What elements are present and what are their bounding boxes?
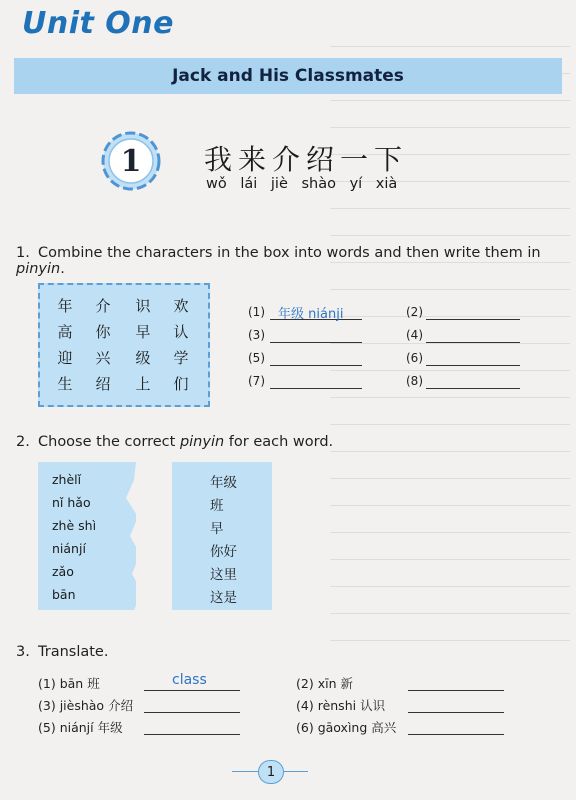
blank-label: (8) xyxy=(406,374,423,388)
question-number: 3. xyxy=(16,644,30,660)
character-cell: 生 xyxy=(57,375,73,393)
answer-line xyxy=(426,388,520,389)
answer-line xyxy=(270,342,362,343)
word-option[interactable]: 年级 xyxy=(210,475,237,491)
question-number: 2. xyxy=(16,434,30,450)
lesson-title-pinyin: wǒ lái jiè shào yí xià xyxy=(206,176,398,192)
page-number: 1 xyxy=(258,760,284,784)
question-1-heading xyxy=(16,245,576,277)
translate-item-5[interactable] xyxy=(38,718,123,736)
answer-handwritten: class xyxy=(172,672,207,688)
answer-line xyxy=(408,690,504,691)
blank-label: (1) xyxy=(248,305,265,319)
pinyin-option[interactable]: zǎo xyxy=(52,564,74,579)
translate-item-4[interactable] xyxy=(296,696,385,714)
question-text-italic: pinyin xyxy=(179,434,225,450)
item-pinyin: xīn xyxy=(317,676,337,691)
answer-blank-2[interactable] xyxy=(406,305,423,319)
character-cell: 早 xyxy=(135,323,151,341)
item-pinyin: niánjí xyxy=(59,720,94,735)
character-cell: 高 xyxy=(57,323,73,341)
translate-item-2[interactable] xyxy=(296,674,353,692)
answer-blank-5[interactable] xyxy=(248,351,265,365)
answer-line xyxy=(408,734,504,735)
answer-line xyxy=(408,712,504,713)
footer-divider xyxy=(282,771,308,772)
item-label: (2) xyxy=(296,676,314,691)
unit-title: Unit One xyxy=(22,6,174,41)
blank-label: (5) xyxy=(248,351,265,365)
question-text: Translate. xyxy=(38,644,109,660)
character-cell: 介 xyxy=(95,297,111,315)
item-label: (5) xyxy=(38,720,56,735)
question-text: Choose the correct xyxy=(38,434,180,450)
character-cell: 学 xyxy=(173,349,189,367)
question-2-heading xyxy=(16,434,333,450)
word-option[interactable]: 这是 xyxy=(210,590,237,606)
pinyin-option[interactable]: zhè shì xyxy=(52,518,97,533)
answer-line xyxy=(270,388,362,389)
pinyin-option[interactable]: zhèlǐ xyxy=(52,472,82,487)
item-chinese: 年级 xyxy=(97,720,123,735)
item-chinese: 班 xyxy=(87,676,100,691)
item-chinese: 新 xyxy=(340,676,353,691)
question-text-italic: pinyin xyxy=(16,261,61,277)
lesson-number-badge xyxy=(100,130,162,192)
answer-pinyin: niánji xyxy=(308,307,344,322)
character-cell: 识 xyxy=(135,297,151,315)
answer-line xyxy=(144,690,240,691)
answer-line xyxy=(144,734,240,735)
answer-line xyxy=(426,342,520,343)
answer-blank-8[interactable] xyxy=(406,374,423,388)
answer-line xyxy=(426,365,520,366)
blank-label: (3) xyxy=(248,328,265,342)
bleed-through-background xyxy=(330,20,570,700)
word-option[interactable]: 这里 xyxy=(210,567,237,583)
answer-blank-7[interactable] xyxy=(248,374,265,388)
item-chinese: 介绍 xyxy=(108,698,134,713)
blank-label: (7) xyxy=(248,374,265,388)
answer-line xyxy=(426,319,520,320)
translate-item-6[interactable] xyxy=(296,718,396,736)
answer-blank-1[interactable] xyxy=(248,305,344,322)
translate-item-3[interactable] xyxy=(38,696,133,714)
answer-blank-3[interactable] xyxy=(248,328,265,342)
word-option[interactable]: 你好 xyxy=(210,544,237,560)
question-3-heading xyxy=(16,644,108,660)
question-text: Combine the characters in the box into words and then write them in xyxy=(38,245,541,261)
translate-item-1[interactable] xyxy=(38,672,207,692)
item-label: (6) xyxy=(296,720,314,735)
item-label: (1) xyxy=(38,676,56,691)
answer-handwritten xyxy=(278,303,343,322)
blank-label: (2) xyxy=(406,305,423,319)
character-cell: 迎 xyxy=(57,349,73,367)
word-list xyxy=(172,462,272,610)
item-label: (4) xyxy=(296,698,314,713)
question-text-end: . xyxy=(60,261,65,277)
item-pinyin: gāoxìng xyxy=(317,720,368,735)
answer-chinese: 年级 xyxy=(278,307,305,322)
blank-label: (6) xyxy=(406,351,423,365)
character-cell: 欢 xyxy=(173,297,189,315)
item-pinyin: rènshi xyxy=(317,698,357,713)
answer-blank-6[interactable] xyxy=(406,351,423,365)
character-cell: 上 xyxy=(135,375,151,393)
character-cell: 你 xyxy=(95,323,111,341)
lesson-title-chinese: 我来介绍一下 xyxy=(204,143,409,176)
pinyin-option[interactable]: bān xyxy=(52,587,76,602)
item-chinese: 认识 xyxy=(360,698,386,713)
character-cell: 级 xyxy=(135,349,151,367)
lesson-banner: Jack and His Classmates xyxy=(14,58,562,94)
blank-label: (4) xyxy=(406,328,423,342)
question-text-end: for each word. xyxy=(224,434,334,450)
answer-blank-4[interactable] xyxy=(406,328,423,342)
item-chinese: 高兴 xyxy=(371,720,397,735)
question-number: 1. xyxy=(16,245,30,261)
character-cell: 绍 xyxy=(95,375,111,393)
pinyin-option[interactable]: nǐ hǎo xyxy=(52,495,91,510)
item-pinyin: jièshào xyxy=(59,698,105,713)
footer-divider xyxy=(232,771,258,772)
pinyin-option[interactable]: niánjí xyxy=(52,541,86,556)
lesson-number: 1 xyxy=(120,143,142,179)
character-cell: 认 xyxy=(173,323,189,341)
character-cell: 兴 xyxy=(95,349,111,367)
character-cell: 年 xyxy=(57,297,73,315)
character-box xyxy=(38,283,210,407)
character-cell: 们 xyxy=(173,375,189,393)
word-option[interactable]: 早 xyxy=(210,521,224,537)
answer-line xyxy=(270,365,362,366)
answer-line xyxy=(144,712,240,713)
item-label: (3) xyxy=(38,698,56,713)
item-pinyin: bān xyxy=(59,676,84,691)
word-option[interactable]: 班 xyxy=(210,498,224,514)
